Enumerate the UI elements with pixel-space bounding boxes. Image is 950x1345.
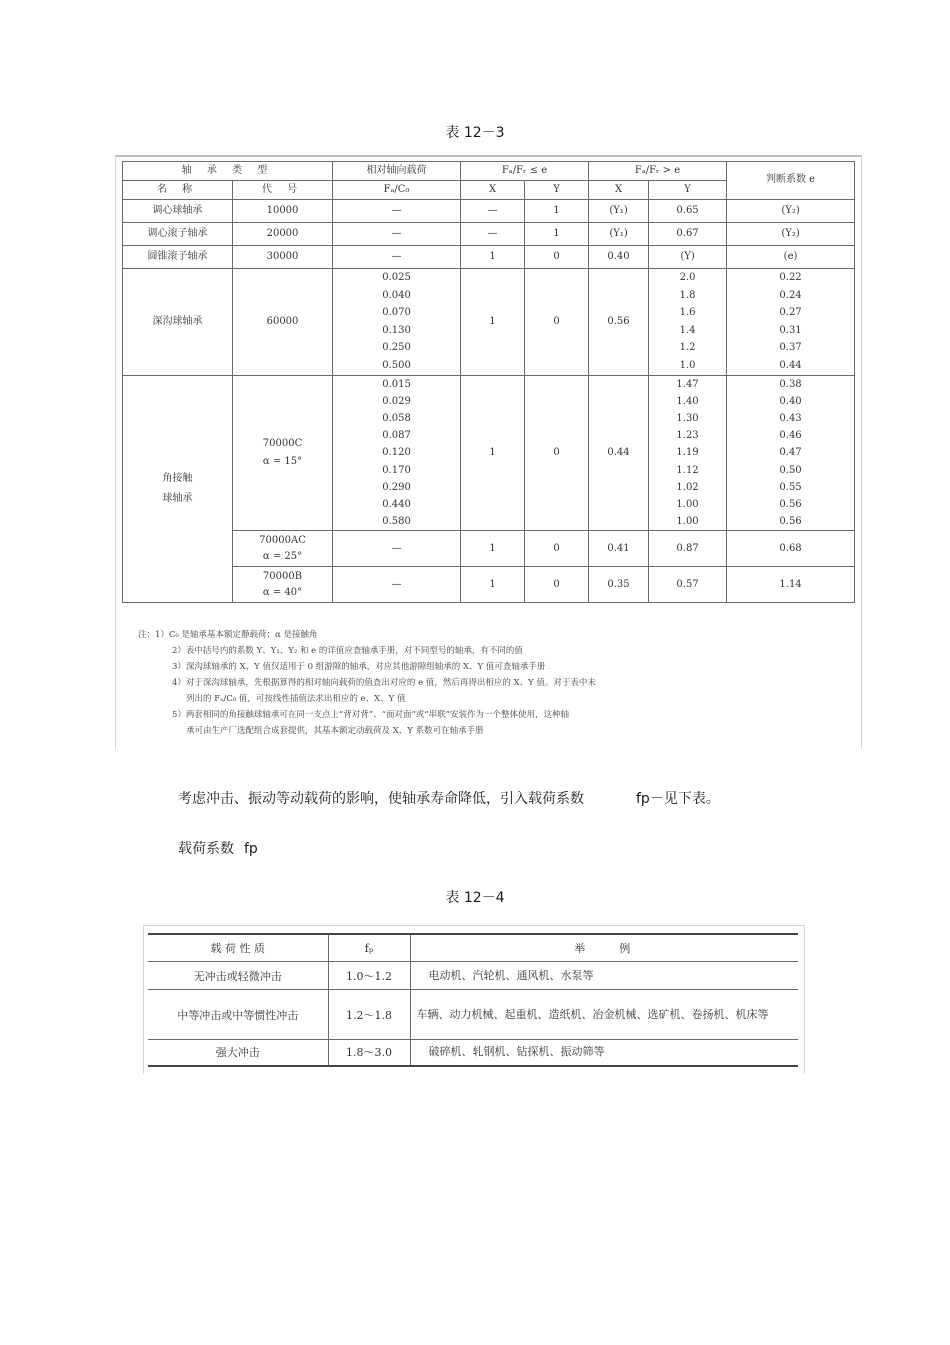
value: 1.47 xyxy=(676,378,699,390)
cell-code: 30000 xyxy=(233,246,333,269)
header-example: 举 例 xyxy=(410,934,798,962)
cell-nature: 强大冲击 xyxy=(148,1040,328,1066)
value: 0.025 xyxy=(382,272,411,283)
value: 0.500 xyxy=(382,359,411,371)
angle: α = 25° xyxy=(262,550,303,562)
header-x1: X xyxy=(461,181,525,200)
cell-fp: 1.0～1.2 xyxy=(328,962,410,990)
cell-code: 10000 xyxy=(233,200,333,223)
cell-fp: 1.8～3.0 xyxy=(328,1040,410,1066)
cell-example: 车辆、动力机械、起重机、造纸机、冶金机械、选矿机、卷扬机、机床等 xyxy=(410,990,798,1040)
table-row xyxy=(123,269,855,376)
code: 70000C xyxy=(262,437,303,449)
header-bearing-type: 轴 承 类 型 xyxy=(123,162,333,181)
table-row xyxy=(123,246,855,269)
value: 0.50 xyxy=(779,464,802,476)
value: 0.087 xyxy=(382,430,411,442)
cell-nature: 中等冲击或中等惯性冲击 xyxy=(148,990,328,1040)
value: 0.170 xyxy=(382,464,411,476)
value: 1.00 xyxy=(676,516,699,528)
value: 0.070 xyxy=(382,307,411,319)
table1-caption: 表 12－3 xyxy=(445,125,505,141)
name-line: 球轴承 xyxy=(162,492,193,504)
load-factor-table xyxy=(148,933,798,1067)
paragraph-fp: fp xyxy=(244,841,258,857)
cell-y1: 0 xyxy=(525,375,589,531)
value: 0.56 xyxy=(779,498,802,510)
value: 0.55 xyxy=(779,481,802,493)
cell-e-list xyxy=(727,269,855,376)
cell-y2: 0.57 xyxy=(649,567,727,603)
value: 0.47 xyxy=(779,447,802,459)
value: 0.24 xyxy=(779,289,802,301)
cell-name-angular xyxy=(123,375,233,603)
note-line: 2）表中括号内的系数 Y、Y₁、Y₂ 和 e 的详值应查轴承手册，对不同型号的轴承，有不同的值 xyxy=(172,646,523,656)
note-line: 注：1）C₀ 是轴承基本额定静载荷；α 是接触角 xyxy=(138,630,318,640)
value: 0.120 xyxy=(382,447,411,459)
cell-example: 破碎机、轧钢机、钻探机、振动筛等 xyxy=(410,1040,798,1066)
paragraph-text: 考虑冲击、振动等动载荷的影响，使轴承寿命降低，引入载荷系数 xyxy=(178,791,584,807)
value: 0.31 xyxy=(779,324,802,336)
cell-name: 深沟球轴承 xyxy=(123,269,233,376)
value: 0.580 xyxy=(382,516,411,528)
note-line: 3）深沟球轴承的 X、Y 值仅适用于 0 组游隙的轴承，对应其他游隙组轴承的 X、Y 值可查轴承手册 xyxy=(172,662,546,672)
paragraph-text: 载荷系数 xyxy=(178,841,234,857)
note-line: 承可由生产厂选配组合成套提供，其基本额定动载荷及 X、Y 系数可在轴承手册 xyxy=(186,726,484,736)
cell-name: 调心滚子轴承 xyxy=(123,223,233,246)
cell-x2: (Y₁) xyxy=(589,200,649,223)
table1-notes xyxy=(138,627,853,739)
header-code: 代 号 xyxy=(233,181,333,200)
cell-x1: 1 xyxy=(461,375,525,531)
value: 1.40 xyxy=(676,395,699,407)
value: 0.015 xyxy=(382,378,411,390)
value: 0.058 xyxy=(382,412,411,424)
table-row xyxy=(123,200,855,223)
cell-x2: (Y₁) xyxy=(589,223,649,246)
table2-frame xyxy=(143,925,805,1074)
angle: α = 15° xyxy=(262,455,303,467)
value: 0.22 xyxy=(779,272,802,283)
value: 1.00 xyxy=(676,498,699,510)
cell-y2-list xyxy=(649,375,727,531)
cell-y1: 0 xyxy=(525,246,589,269)
cell-x1: 1 xyxy=(461,567,525,603)
table-row xyxy=(123,223,855,246)
cell-fa: — xyxy=(333,567,461,603)
cell-x1: 1 xyxy=(461,531,525,567)
table-row xyxy=(148,962,798,990)
cell-y1: 0 xyxy=(525,567,589,603)
header-fp: fₚ xyxy=(328,934,410,962)
cell-fa-list xyxy=(333,269,461,376)
value: 0.40 xyxy=(779,395,802,407)
cell-y2: 0.65 xyxy=(649,200,727,223)
header-group-gt: Fₐ/Fᵣ > e xyxy=(589,162,727,181)
header-group-le: Fₐ/Fᵣ ≤ e xyxy=(461,162,589,181)
table-row xyxy=(148,990,798,1040)
cell-name: 调心球轴承 xyxy=(123,200,233,223)
note-line: 4）对于深沟球轴承，先根据算得的相对轴向载荷的值查出对应的 e 值，然后再得出相应的 X、Y 值。对于表中未 xyxy=(172,678,596,688)
table-row xyxy=(123,567,855,603)
cell-example: 电动机、汽轮机、通风机、水泵等 xyxy=(410,962,798,990)
table-row xyxy=(123,375,855,531)
value: 0.56 xyxy=(779,516,802,528)
value: 0.44 xyxy=(779,359,802,371)
cell-x1: — xyxy=(461,223,525,246)
cell-code xyxy=(233,567,333,603)
value: 0.040 xyxy=(382,289,411,301)
code: 70000B xyxy=(262,570,303,582)
value: 2.0 xyxy=(679,272,696,283)
value: 1.2 xyxy=(679,342,696,354)
note-line: 列出的 Fₐ/C₀ 值，可按线性插值法求出相应的 e、X、Y 值 xyxy=(186,694,406,704)
cell-y1: 1 xyxy=(525,223,589,246)
header-y1: Y xyxy=(525,181,589,200)
cell-y1: 0 xyxy=(525,269,589,376)
paragraph-load-factor-intro xyxy=(178,788,720,808)
cell-code xyxy=(233,531,333,567)
cell-e: (e) xyxy=(727,246,855,269)
value: 0.37 xyxy=(779,342,802,354)
cell-x2: 0.44 xyxy=(589,375,649,531)
cell-e: 0.68 xyxy=(727,531,855,567)
header-judge-coefficient: 判断系数 e xyxy=(727,162,855,200)
cell-y2: 0.67 xyxy=(649,223,727,246)
value: 1.19 xyxy=(676,447,699,459)
value: 1.6 xyxy=(679,307,696,319)
cell-x2: 0.56 xyxy=(589,269,649,376)
value: 1.0 xyxy=(679,359,696,371)
cell-y1: 0 xyxy=(525,531,589,567)
cell-x2: 0.41 xyxy=(589,531,649,567)
value: 0.130 xyxy=(382,324,411,336)
paragraph-fp: fp－见下表。 xyxy=(636,791,720,807)
cell-y2: 0.87 xyxy=(649,531,727,567)
cell-x1: — xyxy=(461,200,525,223)
bearing-xy-coefficients-table xyxy=(122,161,855,603)
angle: α = 40° xyxy=(262,586,303,598)
cell-e: (Y₂) xyxy=(727,200,855,223)
value: 0.440 xyxy=(382,498,411,510)
paragraph-load-factor-title xyxy=(178,838,258,858)
cell-fp: 1.2～1.8 xyxy=(328,990,410,1040)
header-fa-c0: Fₐ/C₀ xyxy=(333,181,461,200)
cell-code xyxy=(233,375,333,531)
note-line: 5）两套相同的角接触球轴承可在同一支点上“背对背”、“面对面”或“串联”安装作为一个整体使用，这种轴 xyxy=(172,710,569,720)
header-rel-axial-load: 相对轴向载荷 xyxy=(333,162,461,181)
value: 0.38 xyxy=(779,378,802,390)
header-y2: Y xyxy=(649,181,727,200)
name-line: 角接触 xyxy=(162,472,193,484)
cell-x2: 0.35 xyxy=(589,567,649,603)
value: 0.290 xyxy=(382,481,411,493)
cell-fa: — xyxy=(333,246,461,269)
cell-fa: — xyxy=(333,223,461,246)
value: 1.02 xyxy=(676,481,699,493)
code: 70000AC xyxy=(259,534,306,546)
cell-y2: (Y) xyxy=(649,246,727,269)
cell-nature: 无冲击或轻微冲击 xyxy=(148,962,328,990)
table-row xyxy=(148,1040,798,1066)
header-name: 名 称 xyxy=(123,181,233,200)
value: 0.029 xyxy=(382,395,411,407)
value: 0.46 xyxy=(779,430,802,442)
header-load-nature: 载 荷 性 质 xyxy=(148,934,328,962)
cell-e: 1.14 xyxy=(727,567,855,603)
value: 0.27 xyxy=(779,307,802,319)
value: 1.4 xyxy=(679,324,696,336)
table2-caption: 表 12－4 xyxy=(445,890,505,906)
cell-x1: 1 xyxy=(461,246,525,269)
cell-code: 60000 xyxy=(233,269,333,376)
cell-code: 20000 xyxy=(233,223,333,246)
cell-fa: — xyxy=(333,200,461,223)
cell-fa: — xyxy=(333,531,461,567)
cell-y1: 1 xyxy=(525,200,589,223)
value: 1.23 xyxy=(676,430,699,442)
table1-frame xyxy=(115,155,862,749)
cell-name: 圆锥滚子轴承 xyxy=(123,246,233,269)
cell-x2: 0.40 xyxy=(589,246,649,269)
value: 1.12 xyxy=(676,464,699,476)
value: 1.30 xyxy=(676,412,699,424)
value: 1.8 xyxy=(679,289,696,301)
cell-e: (Y₂) xyxy=(727,223,855,246)
cell-y2-list xyxy=(649,269,727,376)
cell-x1: 1 xyxy=(461,269,525,376)
header-x2: X xyxy=(589,181,649,200)
cell-fa-list xyxy=(333,375,461,531)
value: 0.43 xyxy=(779,412,802,424)
value: 0.250 xyxy=(382,342,411,354)
cell-e-list xyxy=(727,375,855,531)
table-row xyxy=(123,531,855,567)
